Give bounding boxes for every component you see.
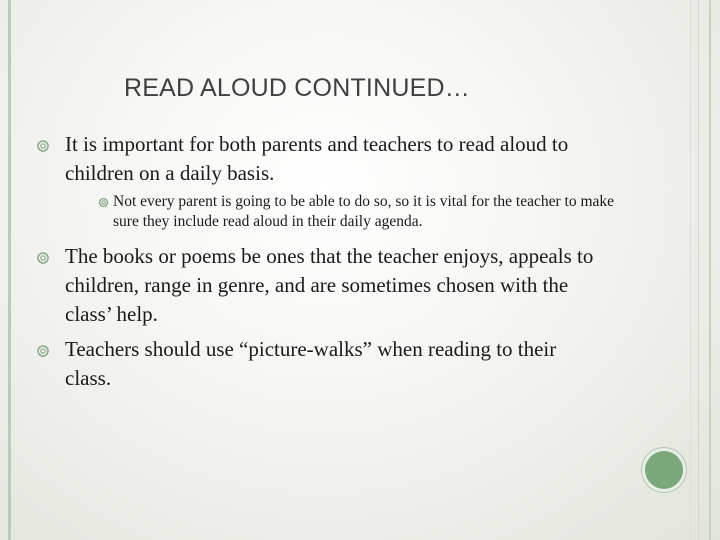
bullet-item-1: [36, 130, 636, 188]
left-frame-line: [8, 0, 11, 540]
decorative-circle-fill: [645, 451, 683, 489]
bullet-item-3: [36, 242, 596, 329]
bullet-item-4: [36, 335, 596, 393]
right-frame-line-inner: [698, 0, 699, 540]
circle-ring-bullet-icon: [36, 344, 50, 358]
right-frame-line-inner-2: [690, 0, 691, 540]
circle-ring-bullet-icon: [36, 251, 50, 265]
circle-ring-bullet-icon: [98, 197, 109, 208]
bullet-text-3: The books or poems be ones that the teacher enjoys, appeals to children, range in genre, and are sometimes chosen with the class’ help.: [65, 244, 594, 326]
bullet-item-2: [98, 192, 618, 232]
bullet-text-1: It is important for both parents and teachers to read aloud to children on a daily basis.: [65, 132, 569, 185]
circle-ring-bullet-icon: [36, 139, 50, 153]
right-frame-line-outer: [709, 0, 711, 540]
bullet-text-4: Teachers should use “picture-walks” when reading to their class.: [65, 337, 557, 390]
bullet-text-2: Not every parent is going to be able to do so, so it is vital for the teacher to make sure they include read aloud in their daily agenda.: [113, 193, 615, 230]
slide-title: READ ALOUD CONTINUED…: [124, 74, 470, 102]
